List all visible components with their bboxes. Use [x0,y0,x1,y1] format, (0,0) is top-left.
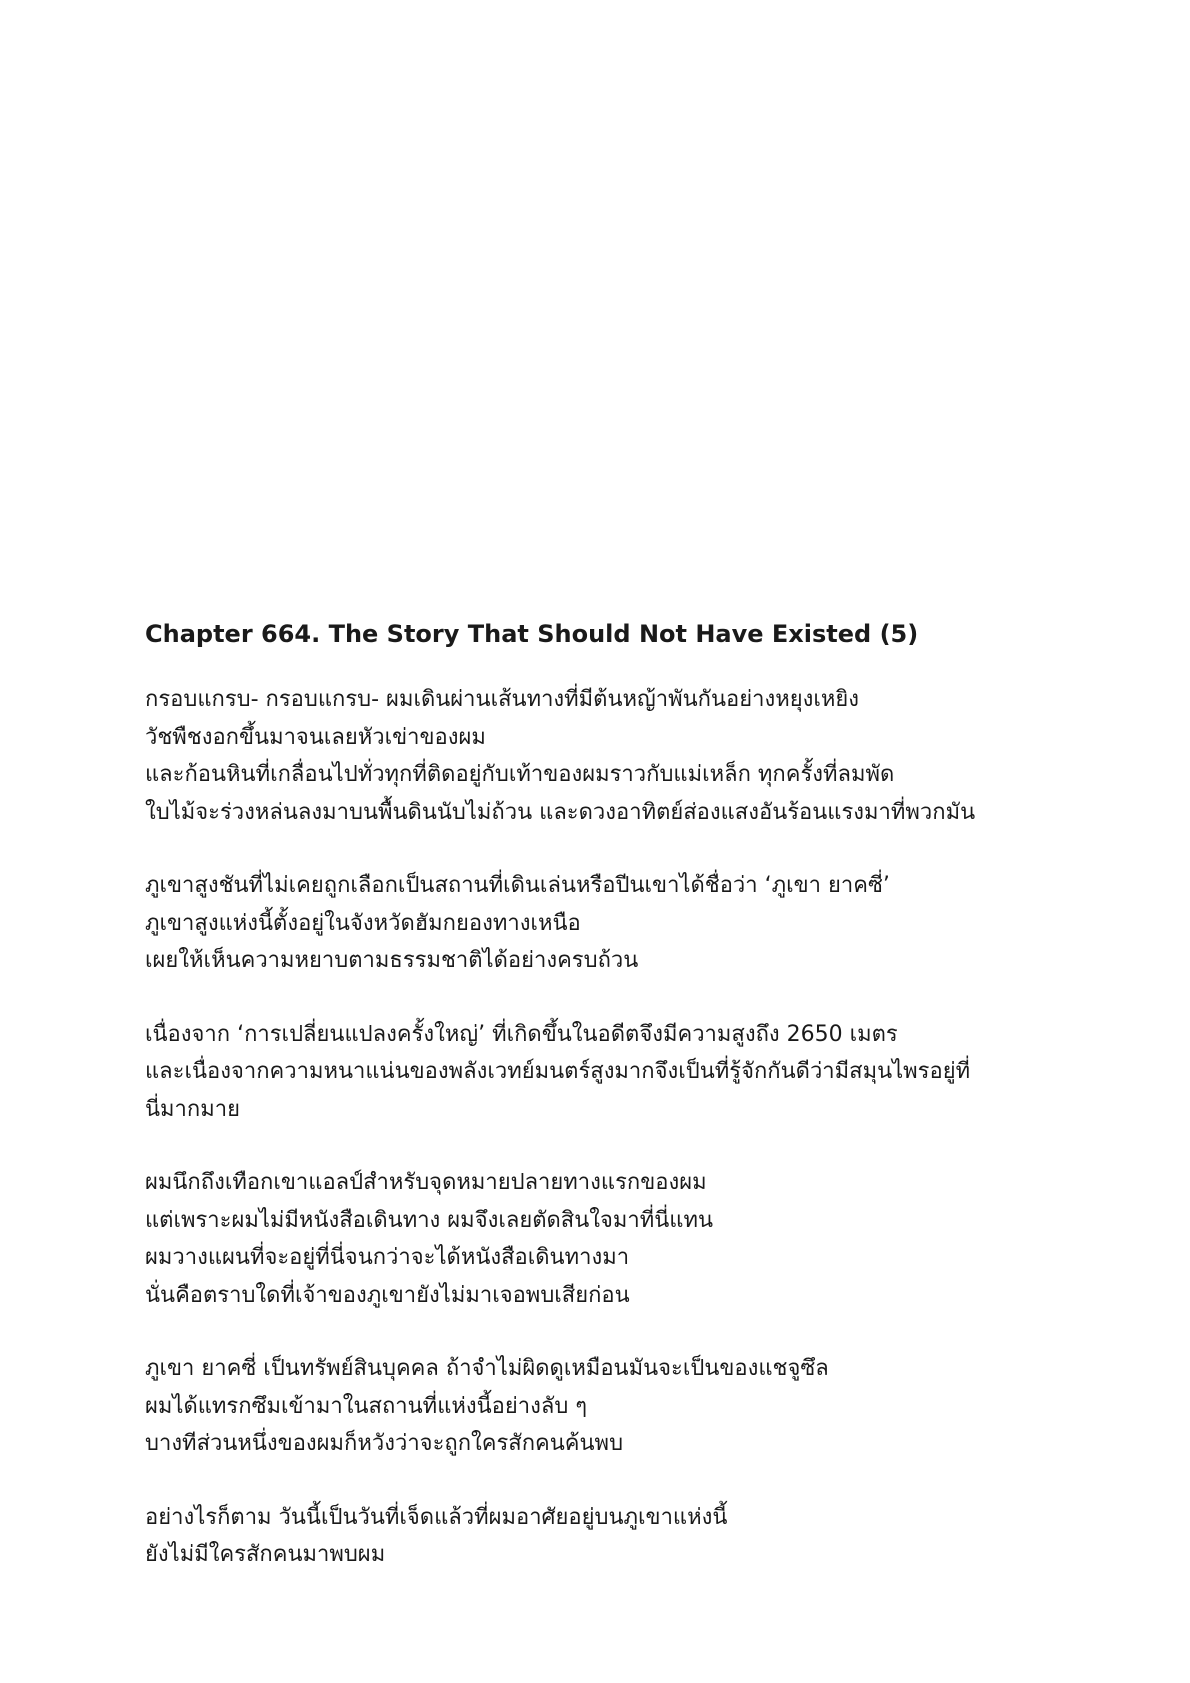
text-line: บางทีส่วนหนึ่งของผมก็หวังว่าจะถูกใครสักคนค้นพบ [145,1431,624,1456]
document-page [145,618,1065,1610]
text-line: เนื่องจาก ‘การเปลี่ยนแปลงครั้งใหญ่’ ที่เกิดขึ้นในอดีตจึงมีความสูงถึง 2650 เมตร [145,1021,898,1047]
text-line: วัชพืชงอกขึ้นมาจนเลยหัวเข่าของผม [145,724,486,750]
text-line: ผมได้แทรกซึมเข้ามาในสถานที่แห่งนี้อย่างลับ ๆ [145,1393,588,1419]
text-line: กรอบแกรบ- กรอบแกรบ- ผมเดินผ่านเส้นทางที่มีต้นหญ้าพันกันอย่างหยุงเหยิง [145,687,859,712]
text-line: ผมวางแผนที่จะอยู่ที่นี่จนกว่าจะได้หนังสือเดินทางมา [145,1245,630,1270]
text-line: นั่นคือตราบใดที่เจ้าของภูเขายังไม่มาเจอพบเสียก่อน [145,1282,630,1308]
paragraph [145,867,1065,980]
text-line: และเนื่องจากความหนาแน่นของพลังเวทย์มนตร์สูงมากจึงเป็นที่รู้จักกันดีว่ามีสมุนไพรอยู่ที่ [145,1059,971,1084]
text-line: ภูเขา ยาคซี่ เป็นทรัพย์สินบุคคล ถ้าจำไม่ผิดดูเหมือนมันจะเป็นของแชจูซึล [145,1356,829,1381]
text-line: เผยให้เห็นความหยาบตามธรรมชาติได้อย่างครบถ้วน [145,948,639,973]
text-line: และก้อนหินที่เกลื่อนไปทั่วทุกที่ติดอยู่กับเท้าของผมราวกับแม่เหล็ก ทุกครั้งที่ลมพัด [145,762,895,787]
chapter-title: Chapter 664. The Story That Should Not Have Existed (5) [145,620,919,648]
text-line: อย่างไรก็ตาม วันนี้เป็นวันที่เจ็ดแล้วที่ผมอาศัยอยู่บนภูเขาแห่งนี้ [145,1504,728,1530]
paragraph [145,1499,1065,1574]
text-line: ใบไม้จะร่วงหล่นลงมาบนพื้นดินนับไม่ถ้วน และดวงอาทิตย์ส่องแสงอันร้อนแรงมาที่พวกมัน [145,799,976,825]
text-line: ผมนึกถึงเทือกเขาแอลป์สำหรับจุดหมายปลายทางแรกของผม [145,1170,707,1195]
paragraph [145,1350,1065,1463]
text-line: ภูเขาสูงชันที่ไม่เคยถูกเลือกเป็นสถานที่เดินเล่นหรือปีนเขาได้ชื่อว่า ‘ภูเขา ยาคซี่’ [145,873,890,898]
paragraph [145,681,1065,831]
paragraph [145,1164,1065,1314]
text-line: แต่เพราะผมไม่มีหนังสือเดินทาง ผมจึงเลยตัดสินใจมาที่นี่แทน [145,1207,714,1233]
text-line: ภูเขาสูงแห่งนี้ตั้งอยู่ในจังหวัดฮัมกยองทางเหนือ [145,910,581,936]
text-line: ยังไม่มีใครสักคนมาพบผม [145,1542,386,1567]
paragraph [145,1016,1065,1129]
text-line: นี่มากมาย [145,1096,240,1122]
